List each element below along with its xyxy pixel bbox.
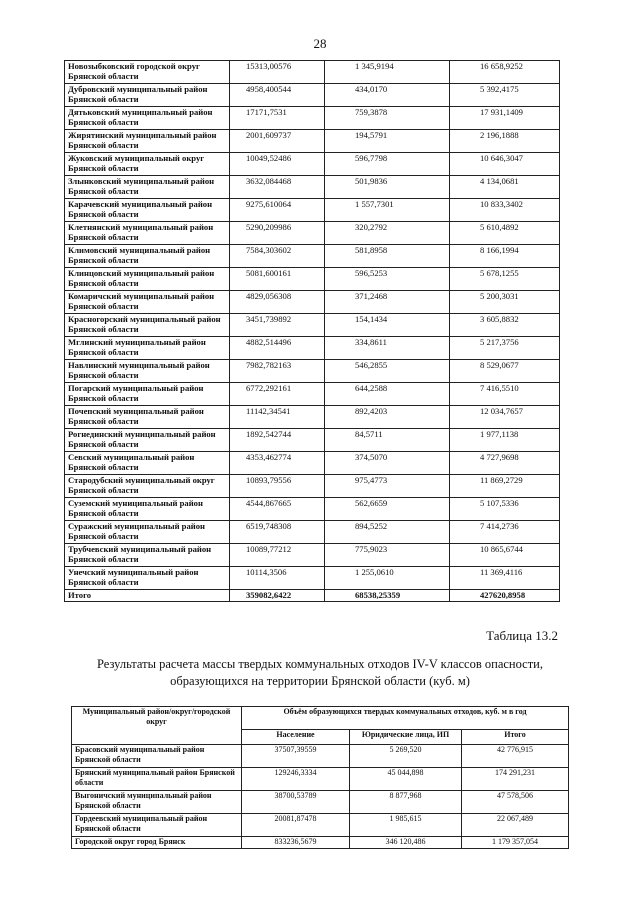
- table-row: [65, 84, 560, 107]
- population-volume: 5081,600161: [230, 268, 325, 291]
- municipality-name: Климовский муниципальный район Брянской области: [65, 245, 230, 268]
- municipality-name: Комаричский муниципальный район Брянской области: [65, 291, 230, 314]
- legal-entities-volume: 1 557,7301: [325, 199, 450, 222]
- total-volume: 16 658,9252: [450, 61, 560, 84]
- table-row: [65, 498, 560, 521]
- table-row: [72, 791, 569, 814]
- total-legal-entities-volume: 68538,25359: [325, 590, 450, 602]
- municipality-name: Дубровский муниципальный район Брянской области: [65, 84, 230, 107]
- population-volume: 10049,52486: [230, 153, 325, 176]
- total-volume: 1 977,1138: [450, 429, 560, 452]
- municipality-name: Стародубский муниципальный округ Брянской области: [65, 475, 230, 498]
- population-volume: 17171,7531: [230, 107, 325, 130]
- legal-entities-volume: 644,2588: [325, 383, 450, 406]
- total-volume: 5 217,3756: [450, 337, 560, 360]
- municipality-name: Унечский муниципальный район Брянской области: [65, 567, 230, 590]
- municipality-name: Севский муниципальный район Брянской области: [65, 452, 230, 475]
- population-volume: 1892,542744: [230, 429, 325, 452]
- total-volume: 10 865,6744: [450, 544, 560, 567]
- total-volume: 22 067,489: [462, 814, 569, 837]
- total-volume: 5 392,4175: [450, 84, 560, 107]
- table-row: [65, 314, 560, 337]
- legal-entities-volume: 546,2855: [325, 360, 450, 383]
- legal-entities-volume: 154,1434: [325, 314, 450, 337]
- legal-entities-volume: 5 269,520: [350, 745, 462, 768]
- total-volume: 1 179 357,054: [462, 837, 569, 849]
- municipality-name: Мглинский муниципальный район Брянской области: [65, 337, 230, 360]
- total-volume: 5 200,3031: [450, 291, 560, 314]
- municipality-name: Жуковский муниципальный округ Брянской области: [65, 153, 230, 176]
- municipality-name: Брасовский муниципальный район Брянской области: [72, 745, 242, 768]
- table-row: [65, 268, 560, 291]
- header-municipality: Муниципальный район/округ/городской округ: [72, 707, 242, 745]
- population-volume: 38700,53789: [242, 791, 350, 814]
- population-volume: 11142,34541: [230, 406, 325, 429]
- total-volume: 2 196,1888: [450, 130, 560, 153]
- population-volume: 37507,39559: [242, 745, 350, 768]
- legal-entities-volume: 45 044,898: [350, 768, 462, 791]
- population-volume: 4353,462774: [230, 452, 325, 475]
- table-row: [65, 567, 560, 590]
- total-volume: 4 727,9698: [450, 452, 560, 475]
- total-volume: 5 678,1255: [450, 268, 560, 291]
- total-volume: 12 034,7657: [450, 406, 560, 429]
- total-volume: 11 369,4116: [450, 567, 560, 590]
- header-legal-entities: Юридические лица, ИП: [350, 730, 462, 745]
- population-volume: 15313,00576: [230, 61, 325, 84]
- header-total: Итого: [462, 730, 569, 745]
- municipality-name: Почепский муниципальный район Брянской области: [65, 406, 230, 429]
- table-row: [65, 61, 560, 84]
- total-volume: 10 646,3047: [450, 153, 560, 176]
- population-volume: 3451,739892: [230, 314, 325, 337]
- table-row: [65, 153, 560, 176]
- page-number: 28: [313, 36, 327, 51]
- legal-entities-volume: 346 120,486: [350, 837, 462, 849]
- table-row: [65, 521, 560, 544]
- total-volume: 3 605,8832: [450, 314, 560, 337]
- total-volume: 7 416,5510: [450, 383, 560, 406]
- total-volume: 5 610,4892: [450, 222, 560, 245]
- table-row: [65, 291, 560, 314]
- total-volume: 5 107,5336: [450, 498, 560, 521]
- municipality-name: Рогнединский муниципальный район Брянской области: [65, 429, 230, 452]
- table-row: [65, 337, 560, 360]
- total-label: Итого: [65, 590, 230, 602]
- legal-entities-volume: 775,9023: [325, 544, 450, 567]
- municipality-name: Карачевский муниципальный район Брянской области: [65, 199, 230, 222]
- total-volume: 11 869,2729: [450, 475, 560, 498]
- table-row: [72, 814, 569, 837]
- legal-entities-volume: 194,5791: [325, 130, 450, 153]
- population-volume: 2001,609737: [230, 130, 325, 153]
- population-volume: 10089,77212: [230, 544, 325, 567]
- municipality-name: Клетнянский муниципальный район Брянской области: [65, 222, 230, 245]
- total-volume: 10 833,3402: [450, 199, 560, 222]
- population-volume: 10114,3506: [230, 567, 325, 590]
- legal-entities-volume: 1 345,9194: [325, 61, 450, 84]
- grand-total-volume: 427620,8958: [450, 590, 560, 602]
- total-volume: 8 529,0677: [450, 360, 560, 383]
- total-volume: 4 134,0681: [450, 176, 560, 199]
- legal-entities-volume: 320,2792: [325, 222, 450, 245]
- total-volume: 42 776,915: [462, 745, 569, 768]
- table-row: [65, 130, 560, 153]
- legal-entities-volume: 501,9836: [325, 176, 450, 199]
- legal-entities-volume: 8 877,968: [350, 791, 462, 814]
- header-population: Население: [242, 730, 350, 745]
- population-volume: 6772,292161: [230, 383, 325, 406]
- population-volume: 6519,748308: [230, 521, 325, 544]
- table-row: [65, 383, 560, 406]
- table-row: [65, 222, 560, 245]
- table-header-row: [72, 707, 569, 730]
- municipality-name: Злынковский муниципальный район Брянской области: [65, 176, 230, 199]
- table-row: [65, 199, 560, 222]
- waste-table-13-2: [71, 706, 569, 849]
- table-row: [65, 406, 560, 429]
- legal-entities-volume: 581,8958: [325, 245, 450, 268]
- municipality-name: Жирятинский муниципальный район Брянской области: [65, 130, 230, 153]
- population-volume: 7982,782163: [230, 360, 325, 383]
- total-volume: 8 166,1994: [450, 245, 560, 268]
- municipality-name: Погарский муниципальный район Брянской области: [65, 383, 230, 406]
- table-row: [65, 107, 560, 130]
- legal-entities-volume: 562,6659: [325, 498, 450, 521]
- table-row: [65, 452, 560, 475]
- table-row: [65, 245, 560, 268]
- header-volume-group: Объём образующихся твердых коммунальных отходов, куб. м в год: [242, 707, 569, 730]
- municipality-name: Новозыбковский городской округ Брянской области: [65, 61, 230, 84]
- legal-entities-volume: 892,4203: [325, 406, 450, 429]
- municipality-name: Клинцовский муниципальный район Брянской области: [65, 268, 230, 291]
- population-volume: 4829,056308: [230, 291, 325, 314]
- total-volume: 17 931,1409: [450, 107, 560, 130]
- municipality-name: Выгоничский муниципальный район Брянской области: [72, 791, 242, 814]
- table-row: [65, 429, 560, 452]
- table-label: Таблица 13.2: [486, 628, 558, 643]
- total-population-volume: 359082,6422: [230, 590, 325, 602]
- population-volume: 5290,209986: [230, 222, 325, 245]
- legal-entities-volume: 1 255,0610: [325, 567, 450, 590]
- legal-entities-volume: 371,2468: [325, 291, 450, 314]
- table-title: Результаты расчета массы твердых коммунальных отходов IV-V классов опасности, образующихся на территории Брянской области (куб. м): [96, 657, 543, 688]
- table-row: [72, 768, 569, 791]
- municipality-name: Красногорский муниципальный район Брянской области: [65, 314, 230, 337]
- population-volume: 3632,084468: [230, 176, 325, 199]
- population-volume: 10893,79556: [230, 475, 325, 498]
- population-volume: 20081,87478: [242, 814, 350, 837]
- legal-entities-volume: 596,7798: [325, 153, 450, 176]
- table-total-row: [65, 590, 560, 602]
- table-row: [65, 544, 560, 567]
- municipality-name: Трубчевский муниципальный район Брянской области: [65, 544, 230, 567]
- total-volume: 174 291,231: [462, 768, 569, 791]
- legal-entities-volume: 596,5253: [325, 268, 450, 291]
- municipality-name: Городской округ город Брянск: [72, 837, 242, 849]
- municipality-name: Суражский муниципальный район Брянской области: [65, 521, 230, 544]
- legal-entities-volume: 434,0170: [325, 84, 450, 107]
- legal-entities-volume: 374,5070: [325, 452, 450, 475]
- population-volume: 4882,514496: [230, 337, 325, 360]
- municipality-name: Суземский муниципальный район Брянской области: [65, 498, 230, 521]
- population-volume: 9275,610064: [230, 199, 325, 222]
- population-volume: 833236,5679: [242, 837, 350, 849]
- total-volume: 7 414,2736: [450, 521, 560, 544]
- waste-table-continued: [64, 60, 560, 602]
- legal-entities-volume: 1 985,615: [350, 814, 462, 837]
- table-row: [65, 176, 560, 199]
- population-volume: 7584,303602: [230, 245, 325, 268]
- table-row: [72, 837, 569, 849]
- legal-entities-volume: 894,5252: [325, 521, 450, 544]
- municipality-name: Гордеевский муниципальный район Брянской области: [72, 814, 242, 837]
- legal-entities-volume: 334,8611: [325, 337, 450, 360]
- municipality-name: Дятьковский муниципальный район Брянской области: [65, 107, 230, 130]
- total-volume: 47 578,506: [462, 791, 569, 814]
- legal-entities-volume: 975,4773: [325, 475, 450, 498]
- population-volume: 4544,867665: [230, 498, 325, 521]
- legal-entities-volume: 84,5711: [325, 429, 450, 452]
- legal-entities-volume: 759,3878: [325, 107, 450, 130]
- population-volume: 129246,3334: [242, 768, 350, 791]
- table-row: [65, 475, 560, 498]
- municipality-name: Навлинский муниципальный район Брянской области: [65, 360, 230, 383]
- table-row: [65, 360, 560, 383]
- municipality-name: Брянский муниципальный район Брянской области: [72, 768, 242, 791]
- population-volume: 4958,400544: [230, 84, 325, 107]
- table-row: [72, 745, 569, 768]
